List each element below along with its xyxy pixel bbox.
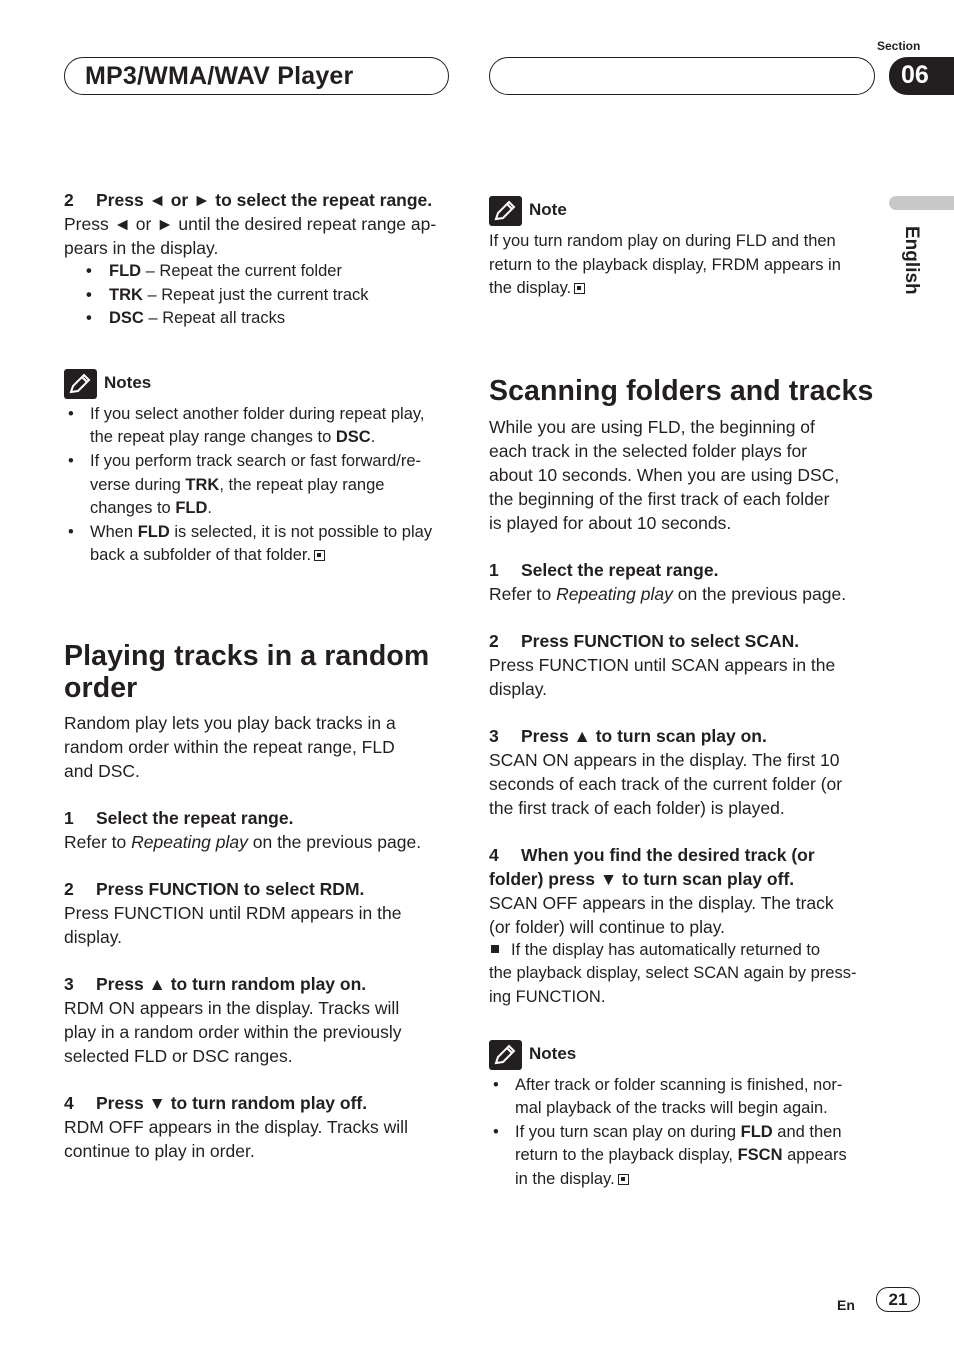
- note-text: If you turn random play on during FLD and then return to the playback display, FRDM appears in the display.: [489, 232, 841, 298]
- random-play-intro: Random play lets you play back tracks in a random order within the repeat range, FLD and DSC.: [64, 712, 396, 781]
- end-mark-icon: [314, 550, 325, 561]
- pencil-icon: [64, 369, 97, 399]
- section-label: Section: [877, 39, 921, 53]
- section-title: MP3/WMA/WAV Player: [85, 62, 354, 90]
- end-mark-icon: [618, 1174, 629, 1185]
- step-heading: 4 When you find the desired track (or folder) press ▼ to turn scan play off.: [489, 844, 815, 889]
- section-number: 06: [901, 61, 929, 89]
- language-tab: English: [901, 226, 922, 295]
- scanning-heading: Scanning folders and tracks: [489, 374, 874, 407]
- end-mark-icon: [574, 283, 585, 294]
- list-item: • DSC – Repeat all tracks: [64, 307, 454, 331]
- repeat-range-list: [64, 260, 454, 331]
- step-text: Press FUNCTION until RDM appears in the display.: [64, 902, 402, 947]
- side-tab: [889, 196, 954, 210]
- step-text: SCAN OFF appears in the display. The track (or folder) will continue to play.: [489, 892, 834, 937]
- step-text: RDM OFF appears in the display. Tracks will continue to play in order.: [64, 1116, 408, 1161]
- step-heading: 2 Press FUNCTION to select SCAN.: [489, 630, 800, 651]
- step-heading: 3 Press ▲ to turn random play on.: [64, 973, 367, 994]
- step-text: Refer to Repeating play on the previous page.: [489, 583, 847, 604]
- step-text: Refer to Repeating play on the previous page.: [64, 831, 422, 852]
- step-heading: 1 Select the repeat range.: [489, 559, 719, 580]
- pencil-icon: [489, 196, 522, 226]
- step-text: SCAN ON appears in the display. The first 10 seconds of each track of the current folder (or the first track of each folder) is played.: [489, 749, 843, 818]
- step-text: Press FUNCTION until SCAN appears in the display.: [489, 654, 836, 699]
- step-text: Press ◄ or ► until the desired repeat range ap- pears in the display.: [64, 214, 437, 258]
- step-heading: 2 Press FUNCTION to select RDM.: [64, 878, 365, 899]
- step-hint: If the display has automatically returned to the playback display, select SCAN again by press- ing FUNCTION.: [489, 940, 857, 1006]
- random-play-heading: Playing tracks in a random order: [64, 639, 430, 704]
- footer-language: En: [837, 1297, 855, 1313]
- page-number-box: [876, 1287, 920, 1312]
- step-text: RDM ON appears in the display. Tracks will play in a random order within the previously selected FLD or DSC ranges.: [64, 997, 402, 1066]
- list-item: • If you perform track search or fast forward/re- verse during TRK, the repeat play range changes to FLD.: [64, 450, 454, 521]
- step-heading: 1 Select the repeat range.: [64, 807, 294, 828]
- list-item: • After track or folder scanning is finished, nor- mal playback of the tracks will begin again.: [489, 1074, 879, 1121]
- notes-list: [64, 403, 454, 568]
- pencil-icon: [489, 1040, 522, 1070]
- step-heading: 2 Press ◄ or ► to select the repeat range.: [64, 190, 433, 210]
- note-header: Note: [489, 196, 879, 226]
- list-item: • When FLD is selected, it is not possible to play back a subfolder of that folder.: [64, 521, 454, 568]
- notes-header: Notes: [489, 1040, 879, 1070]
- left-column: [64, 188, 454, 1163]
- list-item: • If you select another folder during repeat play, the repeat play range changes to DSC.: [64, 403, 454, 450]
- scanning-intro: While you are using FLD, the beginning of each track in the selected folder plays for about 10 seconds. When you are using DSC, the beginning of the first track of each folder is played for about 10 seconds.: [489, 416, 840, 533]
- step-heading: 3 Press ▲ to turn scan play on.: [489, 725, 767, 746]
- section-title-box: [64, 57, 449, 95]
- list-item: • FLD – Repeat the current folder: [64, 260, 454, 284]
- right-column: [489, 196, 879, 1192]
- section-number-badge: [889, 57, 954, 95]
- square-bullet-icon: [491, 945, 499, 953]
- notes-header: Notes: [64, 369, 454, 399]
- list-item: • TRK – Repeat just the current track: [64, 284, 454, 308]
- notes-list: [489, 1074, 879, 1192]
- page-number: 21: [888, 1290, 908, 1309]
- subtitle-box: [489, 57, 875, 95]
- list-item: • If you turn scan play on during FLD and then return to the playback display, FSCN appears in the display.: [489, 1121, 879, 1192]
- step-heading: 4 Press ▼ to turn random play off.: [64, 1092, 368, 1113]
